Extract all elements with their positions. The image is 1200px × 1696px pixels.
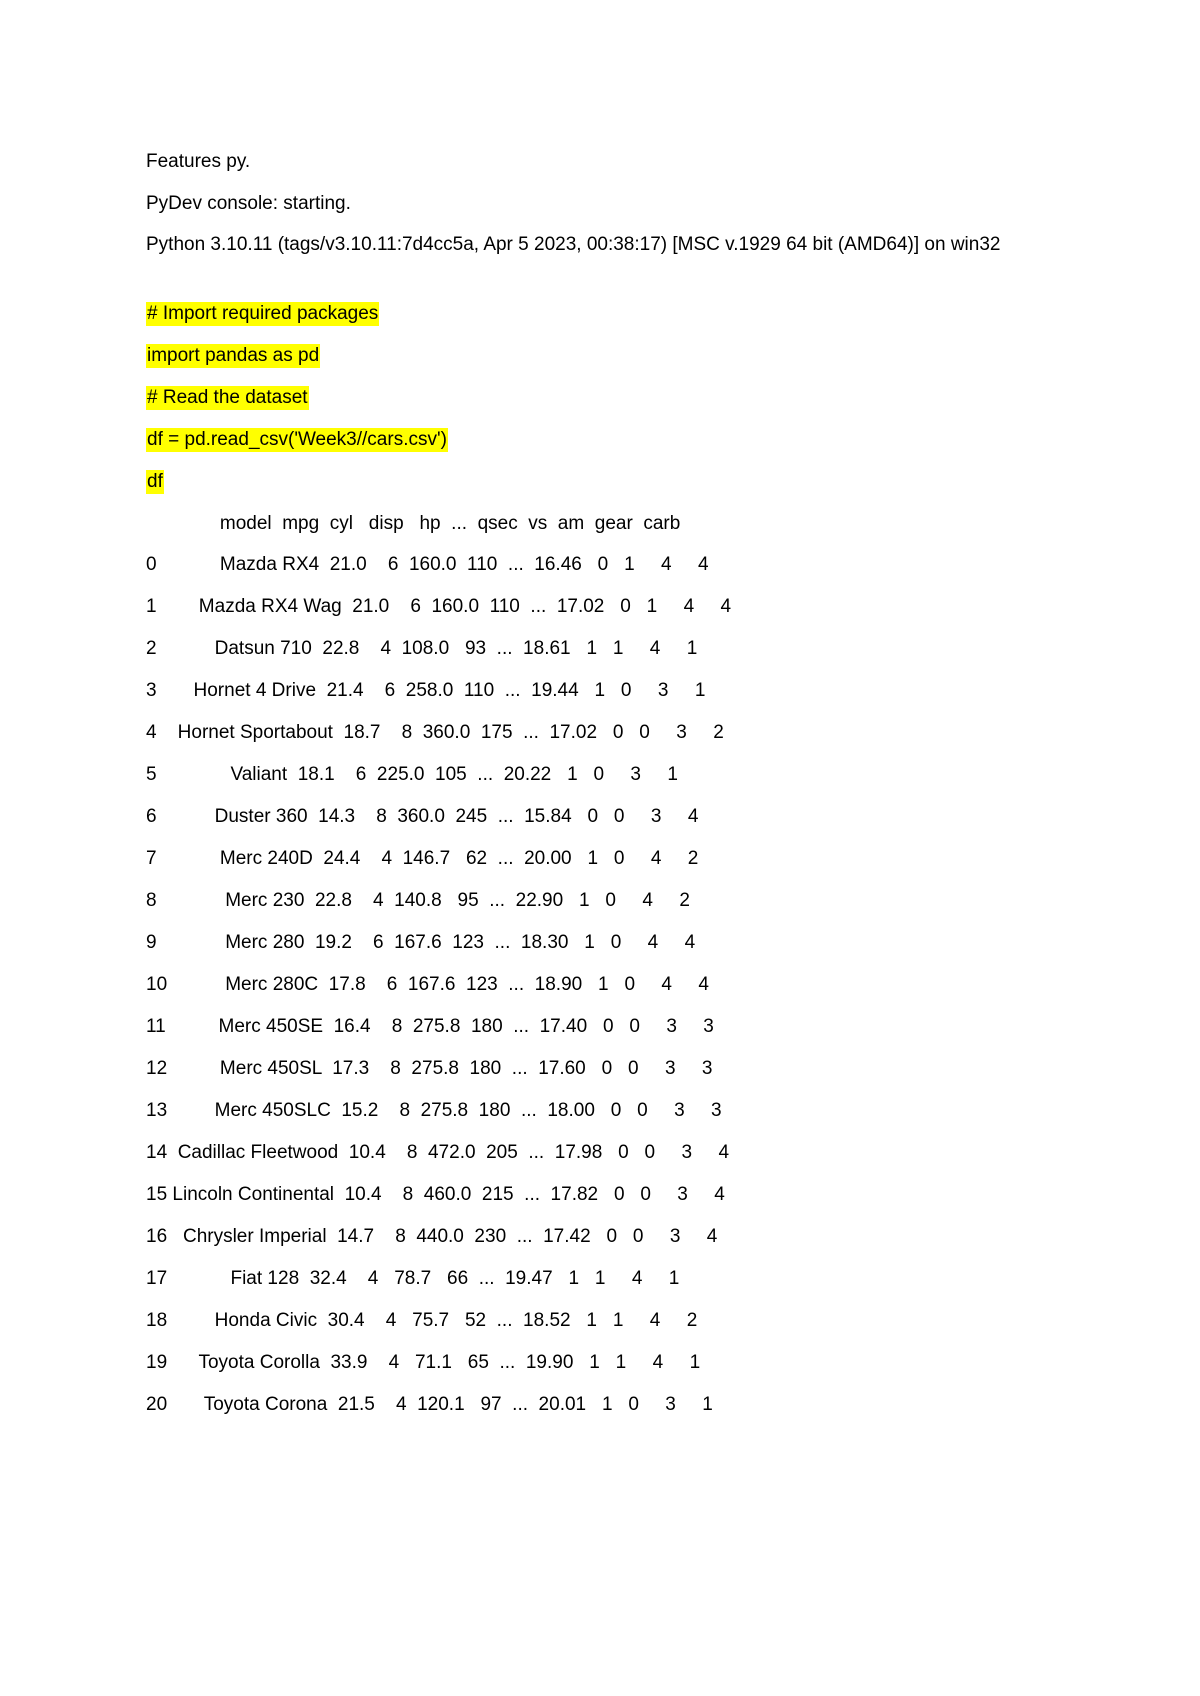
document-title-line: Features py. bbox=[146, 151, 251, 172]
table-row: 11 Merc 450SE 16.4 8 275.8 180 ... 17.40 0 0 3 3 bbox=[146, 1016, 714, 1037]
highlighted-code: # Import required packages bbox=[147, 303, 379, 324]
highlighted-code: # Read the dataset bbox=[147, 387, 308, 408]
code-line-comment-read bbox=[146, 384, 309, 412]
table-row: 4 Hornet Sportabout 18.7 8 360.0 175 ... 17.02 0 0 3 2 bbox=[146, 722, 724, 743]
table-row: 13 Merc 450SLC 15.2 8 275.8 180 ... 18.00 0 0 3 3 bbox=[146, 1100, 722, 1121]
table-row: 15 Lincoln Continental 10.4 8 460.0 215 ... 17.82 0 0 3 4 bbox=[146, 1184, 725, 1205]
table-header: model mpg cyl disp hp ... qsec vs am gear carb bbox=[146, 513, 681, 534]
code-line-import bbox=[146, 342, 320, 370]
table-row: 9 Merc 280 19.2 6 167.6 123 ... 18.30 1 0 4 4 bbox=[146, 932, 696, 953]
table-row: 0 Mazda RX4 21.0 6 160.0 110 ... 16.46 0 1 4 4 bbox=[146, 554, 709, 575]
highlighted-code: df = pd.read_csv('Week3//cars.csv') bbox=[147, 429, 447, 450]
code-line-comment-import bbox=[146, 300, 379, 328]
console-start-line: PyDev console: starting. bbox=[146, 193, 351, 214]
highlighted-code: df bbox=[147, 471, 163, 492]
highlighted-code: import pandas as pd bbox=[147, 345, 320, 366]
table-row: 17 Fiat 128 32.4 4 78.7 66 ... 19.47 1 1 4 1 bbox=[146, 1268, 680, 1289]
table-row: 14 Cadillac Fleetwood 10.4 8 472.0 205 ... 17.98 0 0 3 4 bbox=[146, 1142, 730, 1163]
table-row: 12 Merc 450SL 17.3 8 275.8 180 ... 17.60 0 0 3 3 bbox=[146, 1058, 713, 1079]
python-version-line: Python 3.10.11 (tags/v3.10.11:7d4cc5a, Apr 5 2023, 00:38:17) [MSC v.1929 64 bit (AMD64)] on win32 bbox=[146, 234, 1001, 255]
table-row: 10 Merc 280C 17.8 6 167.6 123 ... 18.90 1 0 4 4 bbox=[146, 974, 709, 995]
table-row: 2 Datsun 710 22.8 4 108.0 93 ... 18.61 1 1 4 1 bbox=[146, 638, 698, 659]
table-row: 7 Merc 240D 24.4 4 146.7 62 ... 20.00 1 0 4 2 bbox=[146, 848, 699, 869]
table-row: 1 Mazda RX4 Wag 21.0 6 160.0 110 ... 17.02 0 1 4 4 bbox=[146, 596, 732, 617]
table-row: 19 Toyota Corolla 33.9 4 71.1 65 ... 19.90 1 1 4 1 bbox=[146, 1352, 701, 1373]
code-line-df bbox=[146, 468, 164, 496]
table-row: 18 Honda Civic 30.4 4 75.7 52 ... 18.52 1 1 4 2 bbox=[146, 1310, 698, 1331]
table-row: 16 Chrysler Imperial 14.7 8 440.0 230 ... 17.42 0 0 3 4 bbox=[146, 1226, 718, 1247]
table-row: 6 Duster 360 14.3 8 360.0 245 ... 15.84 0 0 3 4 bbox=[146, 806, 699, 827]
table-row: 8 Merc 230 22.8 4 140.8 95 ... 22.90 1 0 4 2 bbox=[146, 890, 690, 911]
table-row: 5 Valiant 18.1 6 225.0 105 ... 20.22 1 0 3 1 bbox=[146, 764, 678, 785]
table-row: 3 Hornet 4 Drive 21.4 6 258.0 110 ... 19.44 1 0 3 1 bbox=[146, 680, 706, 701]
table-row: 20 Toyota Corona 21.5 4 120.1 97 ... 20.01 1 0 3 1 bbox=[146, 1394, 713, 1415]
code-line-read-csv bbox=[146, 426, 448, 454]
